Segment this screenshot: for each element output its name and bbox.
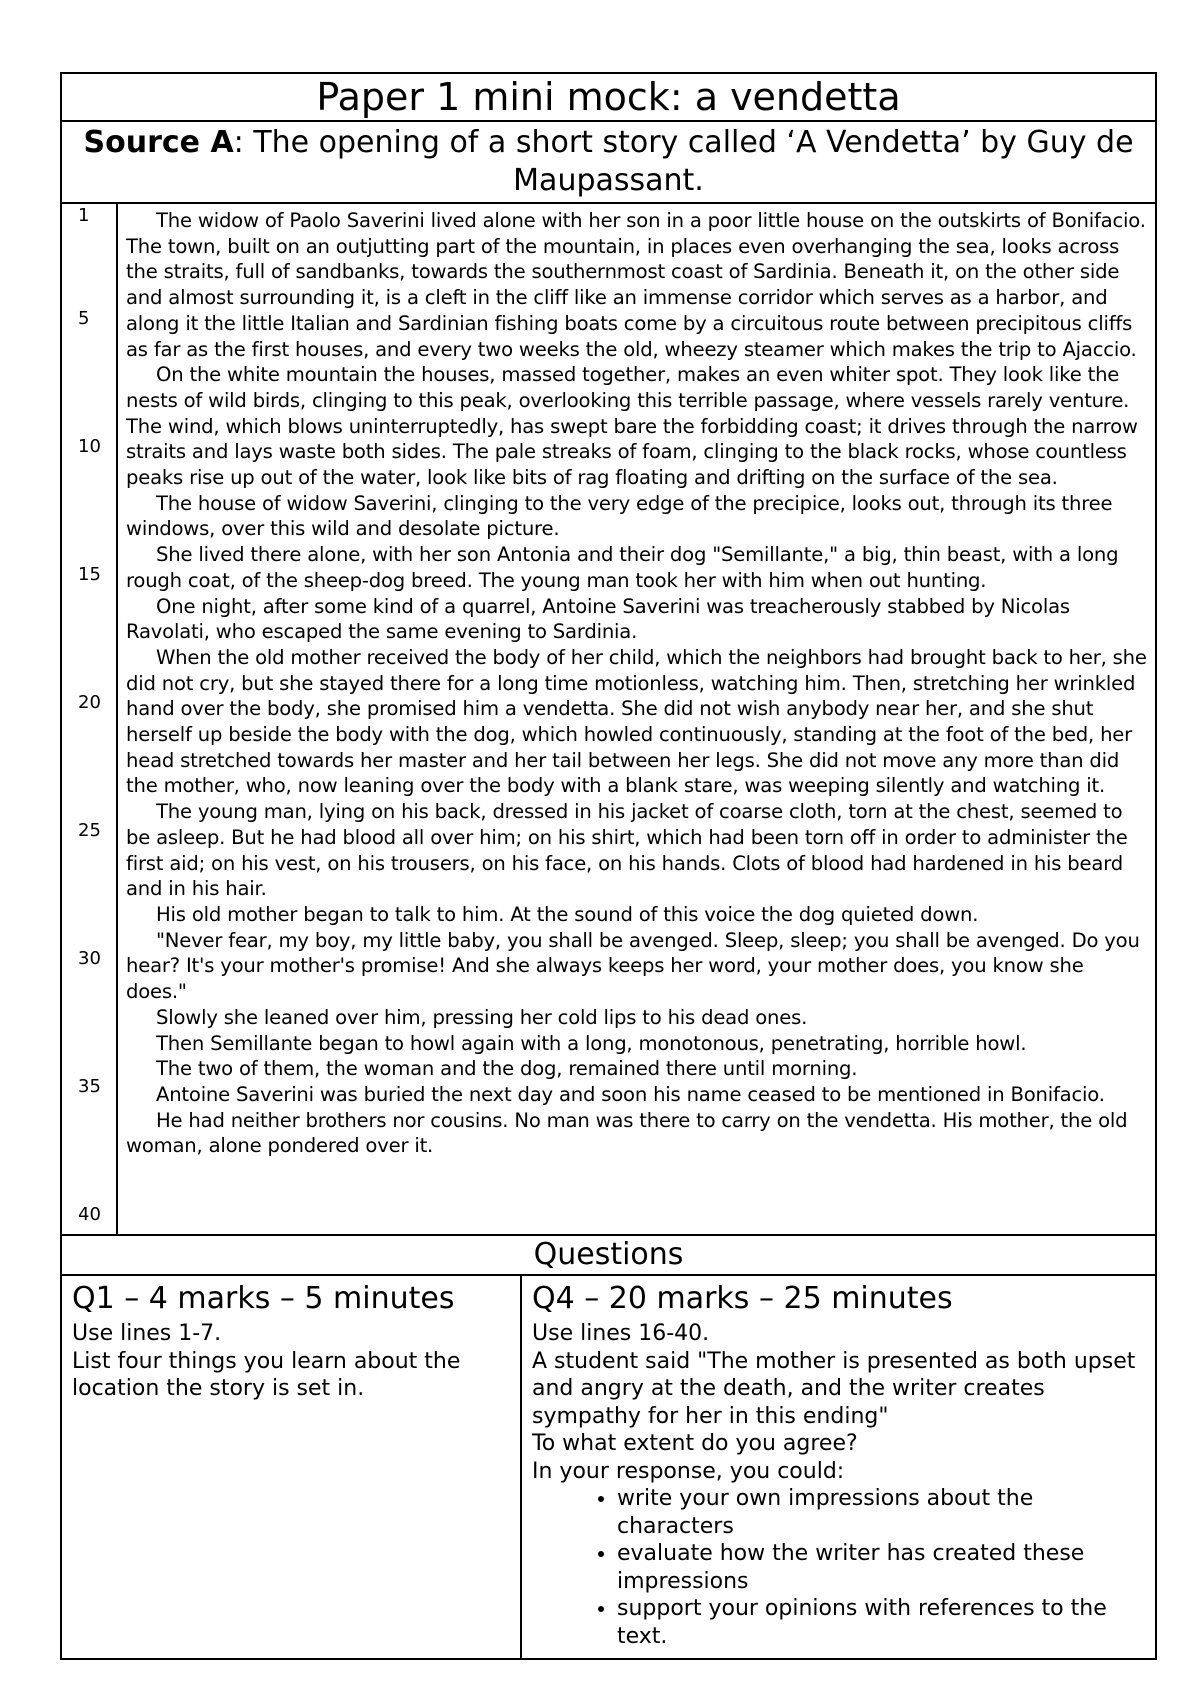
- line-number: 15: [78, 564, 101, 585]
- story-paragraph: She lived there alone, with her son Antonia and their dog "Semillante," a big, thin beast, with a long rough coat, of the sheep-dog breed. The young man took her with him when out hunting.: [126, 543, 1119, 592]
- page-title: Paper 1 mini mock: a vendetta: [61, 73, 1156, 121]
- story-paragraph: When the old mother received the body of her child, which the neighbors had brought back to her, she did not cry, but she stayed there for a long time motionless, watching him. Then, stretching her wrinkled hand over the body, she promised him a vendetta. She did not wish anybody near her, and she shut herself up beside the body with the dog, which howled continuously, standing at the foot of the bed, her head stretched towards her master and her tail between her legs. She did not move any more than did the mother, who, now leaning over the body with a blank stare, was weeping silently and watching it.: [126, 645, 1147, 798]
- line-number: 40: [78, 1204, 101, 1225]
- line-numbers-column: [61, 203, 117, 1235]
- line-number: 25: [78, 820, 101, 841]
- story-text: [117, 203, 1156, 1235]
- worksheet-table: [60, 72, 1157, 1660]
- q4-heading: Q4 – 20 marks – 25 minutes: [532, 1281, 953, 1316]
- q4-line: In your response, you could:: [532, 1458, 845, 1484]
- line-number: 10: [78, 436, 101, 457]
- story-paragraph: "Never fear, my boy, my little baby, you shall be avenged. Sleep, sleep; you shall be avenged. Do you hear? It's your mother's promise! And she always keeps her word, your mother does, you know she does.": [126, 928, 1140, 1004]
- story-paragraph: The house of widow Saverini, clinging to the very edge of the precipice, looks out, through its three windows, over this wild and desolate picture.: [126, 491, 1113, 541]
- story-paragraph: His old mother began to talk to him. At the sound of this voice the dog quieted down.: [156, 902, 979, 926]
- story-paragraph: The widow of Paolo Saverini lived alone with her son in a poor little house on the outskirts of Bonifacio. The town, built on an outjutting part of the mountain, in places even overhanging the sea, looks across the straits, full of sandbanks, towards the southernmost coast of Sardinia. Beneath it, on the other side and almost surrounding it, is a cleft in the cliff like an immense corridor which serves as a harbor, and along it the little Italian and Sardinian fishing boats come by a circuitous route between precipitous cliffs as far as the first houses, and every two weeks the old, wheezy steamer which makes the trip to Ajaccio.: [126, 209, 1146, 361]
- source-label: Source A: [83, 125, 234, 160]
- story-paragraph: He had neither brothers nor cousins. No man was there to carry on the vendetta. His mother, the old woman, alone pondered over it.: [126, 1108, 1128, 1158]
- line-number: 30: [78, 948, 101, 969]
- story-paragraph: One night, after some kind of a quarrel, Antoine Saverini was treacherously stabbed by Nicolas Ravolati, who escaped the same evening to Sardinia.: [126, 594, 1070, 644]
- story-paragraph: Slowly she leaned over him, pressing her cold lips to his dead ones.: [156, 1005, 808, 1029]
- q1-heading: Q1 – 4 marks – 5 minutes: [72, 1281, 455, 1316]
- line-number: 1: [78, 205, 90, 226]
- story-paragraph: On the white mountain the houses, massed together, makes an even whiter spot. They look like the nests of wild birds, clinging to this peak, overlooking this terrible passage, where vessels rarely venture. The wind, which blows uninterruptedly, has swept bare the forbidding coast; it drives through the narrow straits and lays waste both sides. The pale streaks of foam, clinging to the black rocks, whose countless peaks rise up out of the water, look like bits of rag floating and drifting on the surface of the sea.: [126, 363, 1138, 490]
- q4-line: A student said "The mother is presented as both upset and angry at the death, and the writer creates sympathy for her in this ending": [532, 1348, 1136, 1429]
- question-1: [61, 1275, 521, 1659]
- story-paragraph: The young man, lying on his back, dressed in his jacket of coarse cloth, torn at the chest, seemed to be asleep. But he had blood all over him; on his shirt, which had been torn off in order to administer the first aid; on his vest, on his trousers, on his face, on his hands. Clots of blood had hardened in his beard and in his hair.: [126, 800, 1128, 901]
- q1-line: Use lines 1-7.: [72, 1321, 222, 1346]
- question-4: [521, 1275, 1156, 1659]
- story-paragraph: The two of them, the woman and the dog, remained there until morning.: [156, 1057, 858, 1081]
- line-number: 35: [78, 1076, 101, 1097]
- q4-bullet: • write your own impressions about the characters: [617, 1485, 1145, 1540]
- q4-line: To what extent do you agree?: [532, 1431, 858, 1456]
- line-number: 20: [78, 692, 101, 713]
- source-heading: [61, 121, 1156, 203]
- q4-line: Use lines 16-40.: [532, 1321, 710, 1346]
- questions-heading: Questions: [61, 1235, 1156, 1275]
- source-description: : The opening of a short story called ‘A Vendetta’ by Guy de Maupassant.: [233, 125, 1134, 198]
- q4-bullet: • evaluate how the writer has created these impressions: [617, 1540, 1145, 1595]
- line-number: 5: [78, 308, 90, 329]
- story-paragraph: Then Semillante began to howl again with a long, monotonous, penetrating, horrible howl.: [156, 1031, 1027, 1055]
- story-paragraph: Antoine Saverini was buried the next day and soon his name ceased to be mentioned in Bonifacio.: [156, 1082, 1105, 1106]
- q4-bullet-list: [532, 1485, 1145, 1650]
- q1-line: List four things you learn about the location the story is set in.: [72, 1348, 461, 1401]
- q4-bullet: • support your opinions with references to the text.: [617, 1595, 1145, 1650]
